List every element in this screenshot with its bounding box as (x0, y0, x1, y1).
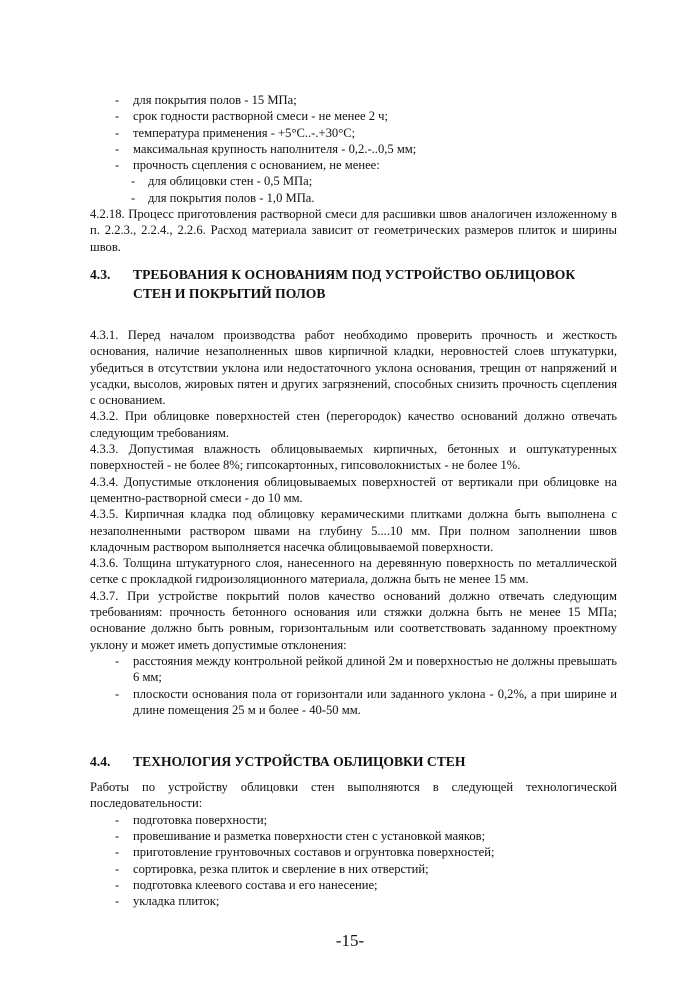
list-item: - сортировка, резка плиток и сверление в них отверстий; (115, 861, 429, 876)
list-item: - подготовка клеевого состава и его нанесение; (115, 877, 378, 892)
paragraph-4-3-5: 4.3.5. Кирпичная кладка под облицовку керамическими плитками должна быть выполнена с незаполненными раствором швами на глубину 5....10 мм. При полном заполнении швов кладочным раствором выполняется насечка облицовываемой поверхности. (90, 507, 617, 554)
paragraph-4-2-18: 4.2.18. Процесс приготовления растворной смеси для расшивки швов аналогичен изложенному в п. 2.2.3., 2.2.4., 2.2.6. Расход материала зависит от геометрических размеров плиток и ширины швов. (90, 207, 617, 254)
paragraph-4-3-4: 4.3.4. Допустимые отклонения облицовываемых поверхностей от вертикали при облицовке на цементно-растворной смеси - до 10 мм. (90, 474, 617, 505)
list-item: - приготовление грунтовочных составов и огрунтовка поверхностей; (115, 845, 495, 860)
section-heading-4-3: 4.3. ТРЕБОВАНИЯ К ОСНОВАНИЯМ ПОД УСТРОЙСТВО ОБЛИЦОВОК СТЕН И ПОКРЫТИЙ ПОЛОВ (90, 266, 576, 301)
list-item: - прочность сцепления с основанием, не менее: (115, 158, 380, 173)
list-item: - провешивание и разметка поверхности стен с установкой маяков; (115, 828, 486, 843)
list-item: - подготовка поверхности; (115, 812, 268, 827)
list-item: - плоскости основания пола от горизонтали или заданного уклона - 0,2%, а при ширине и длине помещения 25 м и более - 40-50 мм. (115, 686, 617, 717)
paragraph-4-3-3: 4.3.3. Допустимая влажность облицовываемых кирпичных, бетонных и оштукатуренных поверхностей - не более 8%; гипсокартонных, гипсоволокнистых - не более 1%. (90, 442, 617, 473)
list-item: - максимальная крупность наполнителя - 0,2.-..0,5 мм; (115, 141, 417, 156)
section-heading-4-4: 4.4. ТЕХНОЛОГИЯ УСТРОЙСТВА ОБЛИЦОВКИ СТЕН (90, 754, 466, 770)
paragraph-4-3-6: 4.3.6. Толщина штукатурного слоя, нанесенного на деревянную поверхность по металлической сетке с прокладкой гидроизоляционного материала, должна быть не менее 15 мм. (90, 556, 617, 587)
list-item: - расстояния между контрольной рейкой длиной 2м и поверхностью не должны превышать 6 мм; (115, 653, 617, 685)
paragraph-4-3-7: 4.3.7. При устройстве покрытий полов качество оснований должно отвечать следующим требованиям: прочность бетонного основания или стяжки должна быть не менее 15 МПа; основание должно быть ровным, горизонтальным или соответствовать заданному проектному уклону и может иметь допустимые отклонения: (90, 588, 617, 652)
requirements-list (90, 92, 617, 255)
list-item: - для покрытия полов - 15 МПа; (115, 93, 297, 107)
section-4-4-body (90, 779, 617, 909)
paragraph-4-4-intro: Работы по устройству облицовки стен выполняются в следующей технологической последовательности: (90, 780, 617, 811)
section-4-3-body (90, 327, 617, 718)
sub-list-item: - для облицовки стен - 0,5 МПа; (131, 174, 313, 189)
paragraph-4-3-2: 4.3.2. При облицовке поверхностей стен (перегородок) качество оснований должно отвечать следующим требованиям. (90, 409, 617, 440)
list-item: - температура применения - +5°С..-.+30°С; (115, 125, 356, 140)
sub-list-item: - для покрытия полов - 1,0 МПа. (131, 190, 315, 205)
list-item: - срок годности растворной смеси - не менее 2 ч; (115, 109, 388, 124)
paragraph-4-3-1: 4.3.1. Перед началом производства работ необходимо проверить прочность и жесткость основания, наличие незаполненных швов кирпичной кладки, неровностей слоев штукатурки, убедиться в отсутствии уклона или недостаточного уклона основания, трещин от напряжений и усадки, высолов, жировых пятен и других загрязнений, способных снизить прочность сцепления с основанием. (90, 327, 617, 408)
page-number: -15- (335, 931, 365, 951)
list-item: - укладка плиток; (115, 894, 220, 909)
